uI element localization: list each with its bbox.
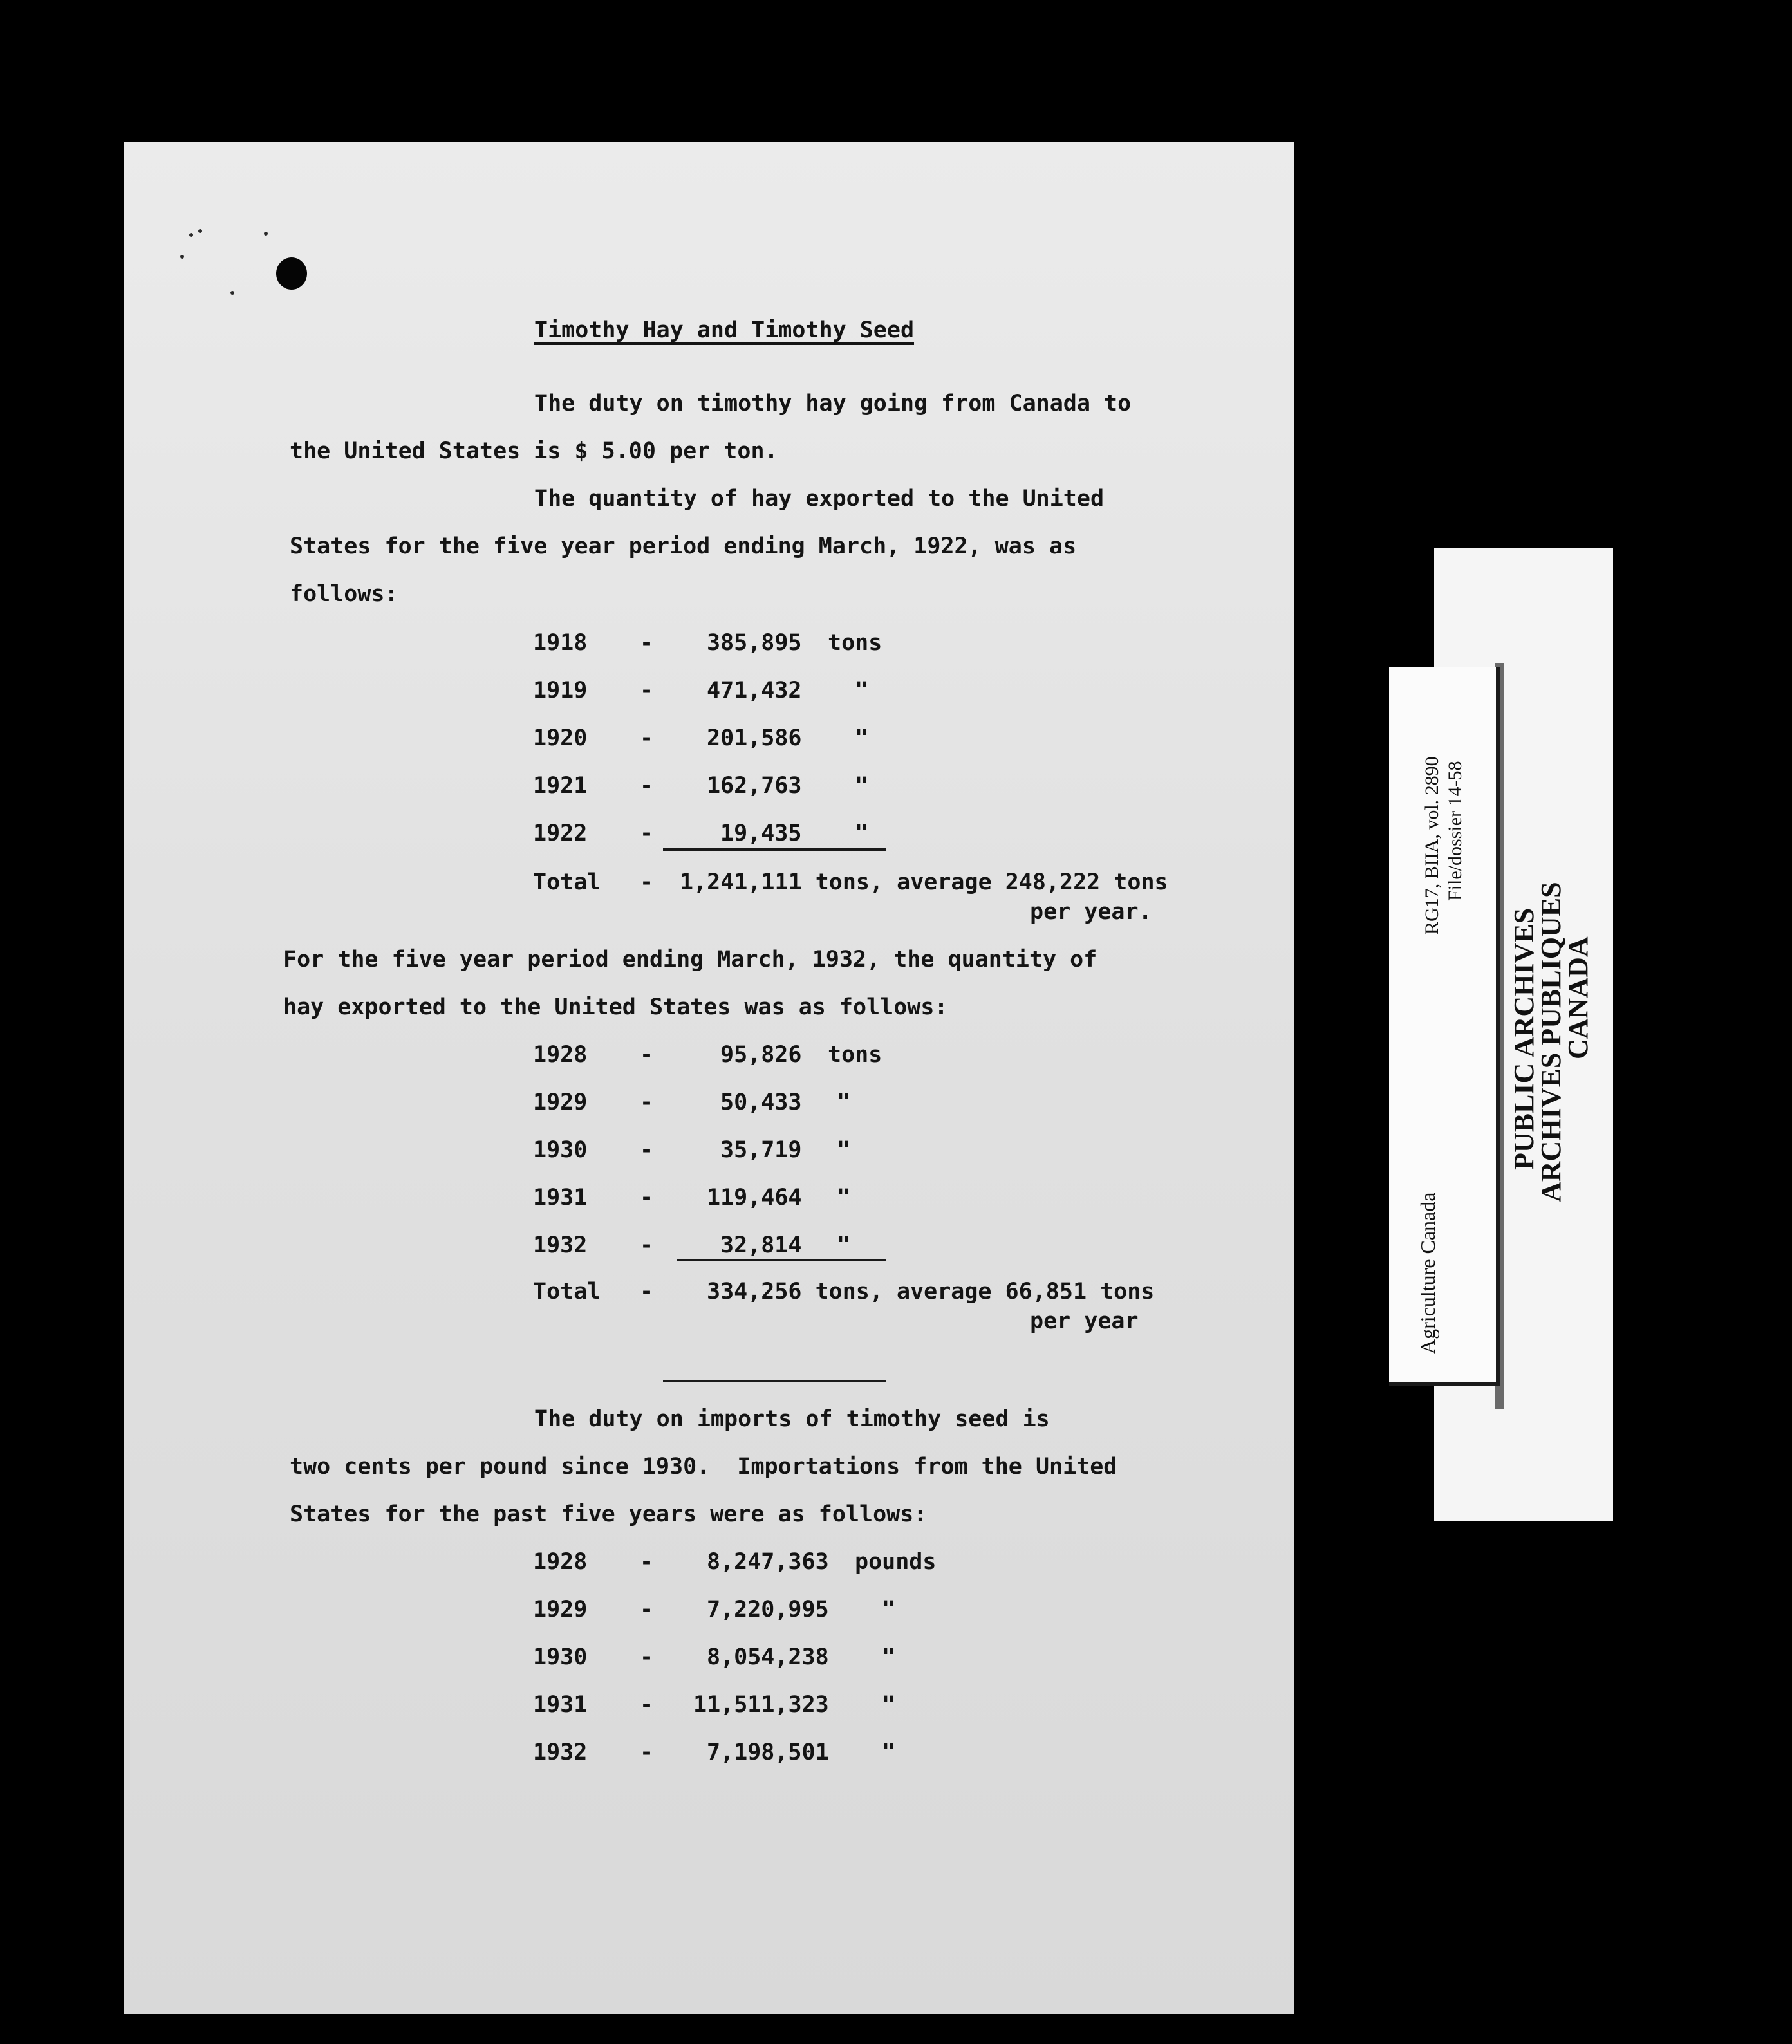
value-cell: 19,435 xyxy=(720,821,802,846)
unit-cell: " xyxy=(837,1090,851,1115)
page-title: Timothy Hay and Timothy Seed xyxy=(534,317,915,343)
total-line: 1,241,111 tons, average 248,222 tons xyxy=(680,869,1168,895)
unit-cell: tons xyxy=(828,630,882,656)
unit-cell: " xyxy=(855,821,869,846)
dash-cell: - xyxy=(640,1644,654,1670)
archive-stamp-line-2: ARCHIVES PUBLIQUES xyxy=(1535,882,1567,1202)
unit-cell: " xyxy=(882,1644,896,1670)
archive-reference-number: RG17, BIIA, vol. 2890 xyxy=(1421,756,1442,934)
paragraph-line: For the five year period ending March, 1932, the quantity of xyxy=(283,947,1097,972)
paragraph-line: hay exported to the United States was as follows: xyxy=(283,994,948,1020)
dash-cell: - xyxy=(640,1740,654,1765)
year-cell: 1921 xyxy=(533,773,588,799)
year-cell: 1928 xyxy=(533,1549,588,1575)
year-cell: 1932 xyxy=(533,1740,588,1765)
dash-cell: - xyxy=(640,1232,654,1258)
dash-cell: - xyxy=(640,1090,654,1115)
dash-cell: - xyxy=(640,1042,654,1068)
unit-cell: " xyxy=(837,1185,851,1211)
value-cell: 7,198,501 xyxy=(707,1740,829,1765)
value-cell: 471,432 xyxy=(707,678,802,703)
year-cell: 1931 xyxy=(533,1692,588,1718)
unit-cell: " xyxy=(855,678,869,703)
unit-cell: " xyxy=(882,1597,896,1622)
year-cell: 1919 xyxy=(533,678,588,703)
value-cell: 119,464 xyxy=(707,1185,802,1211)
unit-cell: " xyxy=(882,1692,896,1718)
unit-cell: pounds xyxy=(855,1549,937,1575)
paragraph-line: The duty on imports of timothy seed is xyxy=(534,1406,1050,1432)
year-cell: 1918 xyxy=(533,630,588,656)
sum-underline xyxy=(663,848,886,851)
value-cell: 8,054,238 xyxy=(707,1644,829,1670)
dash-cell: - xyxy=(640,1137,654,1163)
sum-underline xyxy=(677,1259,886,1261)
value-cell: 11,511,323 xyxy=(693,1692,829,1718)
dash-cell: - xyxy=(640,821,654,846)
paragraph-line: States for the five year period ending March, 1922, was as xyxy=(290,534,1077,559)
punch-hole xyxy=(276,257,307,290)
dash-cell: - xyxy=(640,1279,654,1305)
paragraph-line: follows: xyxy=(290,581,398,607)
total-line-continued: per year xyxy=(1030,1308,1139,1334)
year-cell: 1931 xyxy=(533,1185,588,1211)
dash-cell: - xyxy=(640,1692,654,1718)
speck-mark xyxy=(189,233,193,237)
value-cell: 7,220,995 xyxy=(707,1597,829,1622)
archive-file-number: File/dossier 14-58 xyxy=(1444,761,1466,901)
speck-mark xyxy=(198,229,202,233)
dash-cell: - xyxy=(640,869,654,895)
value-cell: 35,719 xyxy=(720,1137,802,1163)
year-cell: 1920 xyxy=(533,725,588,751)
unit-cell: tons xyxy=(828,1042,882,1068)
archive-stamp-line-3: CANADA xyxy=(1562,936,1594,1059)
total-label: Total xyxy=(533,1279,601,1305)
year-cell: 1929 xyxy=(533,1090,588,1115)
value-cell: 162,763 xyxy=(707,773,802,799)
section-divider xyxy=(663,1380,886,1382)
value-cell: 385,895 xyxy=(707,630,802,656)
archive-department: Agriculture Canada xyxy=(1416,1192,1439,1354)
dash-cell: - xyxy=(640,1597,654,1622)
paragraph-line: the United States is $ 5.00 per ton. xyxy=(290,438,778,464)
dash-cell: - xyxy=(640,725,654,751)
dash-cell: - xyxy=(640,773,654,799)
value-cell: 201,586 xyxy=(707,725,802,751)
speck-mark xyxy=(264,232,268,236)
value-cell: 50,433 xyxy=(720,1090,802,1115)
year-cell: 1929 xyxy=(533,1597,588,1622)
value-cell: 95,826 xyxy=(720,1042,802,1068)
value-cell: 32,814 xyxy=(720,1232,802,1258)
dash-cell: - xyxy=(640,630,654,656)
paragraph-line: States for the past five years were as follows: xyxy=(290,1501,928,1527)
document-page xyxy=(124,142,1294,2014)
total-label: Total xyxy=(533,869,601,895)
unit-cell: " xyxy=(837,1137,851,1163)
total-line-continued: per year. xyxy=(1030,899,1152,925)
dash-cell: - xyxy=(640,678,654,703)
archive-stamp-line-1: PUBLIC ARCHIVES xyxy=(1508,907,1540,1170)
year-cell: 1930 xyxy=(533,1137,588,1163)
year-cell: 1928 xyxy=(533,1042,588,1068)
unit-cell: " xyxy=(855,773,869,799)
unit-cell: " xyxy=(855,725,869,751)
paragraph-line: The quantity of hay exported to the United xyxy=(534,486,1105,512)
dash-cell: - xyxy=(640,1185,654,1211)
unit-cell: " xyxy=(837,1232,851,1258)
value-cell: 8,247,363 xyxy=(707,1549,829,1575)
paragraph-line: The duty on timothy hay going from Canada to xyxy=(534,391,1132,416)
paragraph-line: two cents per pound since 1930. Importations from the United xyxy=(290,1454,1117,1480)
speck-mark xyxy=(180,255,184,259)
unit-cell: " xyxy=(882,1740,896,1765)
total-line: 334,256 tons, average 66,851 tons xyxy=(707,1279,1155,1305)
dash-cell: - xyxy=(640,1549,654,1575)
speck-mark xyxy=(230,291,234,295)
year-cell: 1922 xyxy=(533,821,588,846)
year-cell: 1932 xyxy=(533,1232,588,1258)
year-cell: 1930 xyxy=(533,1644,588,1670)
